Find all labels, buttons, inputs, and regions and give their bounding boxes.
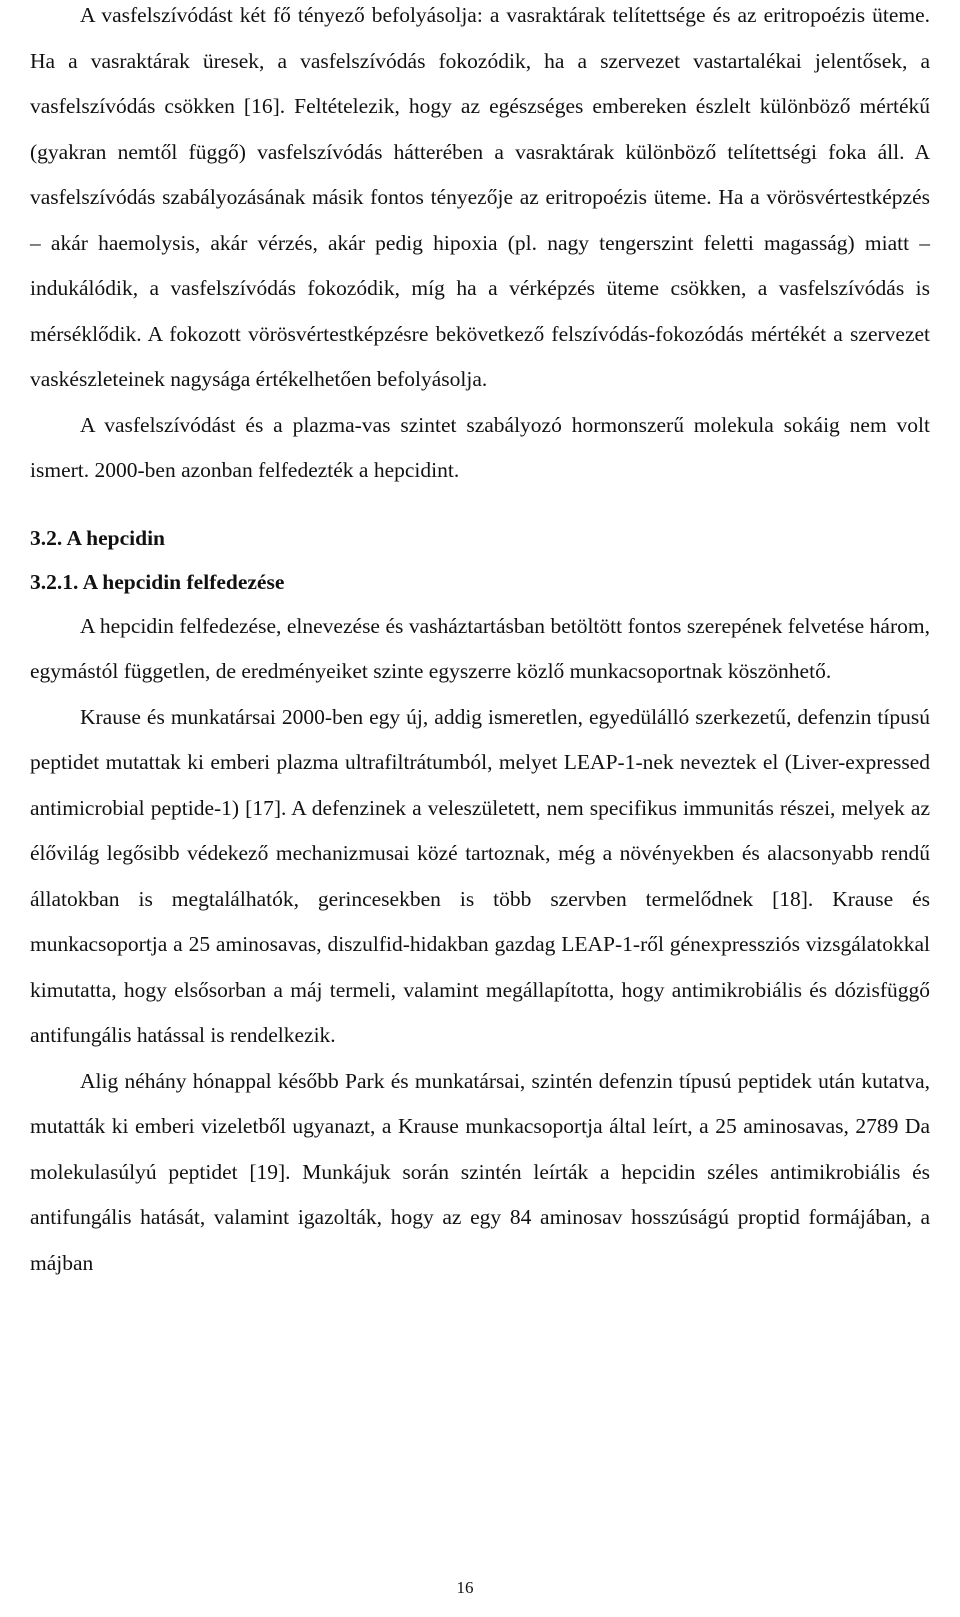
section-gap [30,494,930,516]
body-paragraph: A vasfelszívódást és a plazma-vas szintet szabályozó hormonszerű molekula sokáig nem volt ismert. 2000-ben azonban felfedezték a hepcidint. [30,412,930,482]
body-paragraph: Alig néhány hónappal később Park és munkatársai, szintén defenzin típusú peptidek után kutatva, mutatták ki emberi vizeletből ugyanazt, a Krause munkacsoportja által leírt, a 25 aminosavas, 2789 Da molekulasúlyú peptidet [19]. Munkájuk során szintén leírták a hepcidin széles antimikrobiális és antifungális hatását, valamint igazolták, hogy az egy 84 aminosav hosszúságú proptid formájában, a májban [30,1068,930,1275]
subsection-heading: 3.2.1. A hepcidin felfedezése [30,569,285,594]
document-page [30,0,930,1286]
body-paragraph: Krause és munkatársai 2000-ben egy új, addig ismeretlen, egyedülálló szerkezetű, defenzin típusú peptidet mutattak ki emberi plazma ultrafiltrátumból, melyet LEAP-1-nek neveztek el (Liver-expressed antimicrobial peptide-1) [17]. A defenzinek a veleszületett, nem specifikus immunitás részei, melyek az élővilág legősibb védekező mechanizmusai közé tartoznak, még a növényekben és alacsonyabb rendű állatokban is megtalálhatók, gerincesekben is több szervben termelődnek [18]. Krause és munkacsoportja a 25 aminosavas, diszulfid-hidakban gazdag LEAP-1-ről génexpressziós vizsgálatokkal kimutatta, hogy elsősorban a máj termeli, valamint megállapította, hogy antimikrobiális és dózisfüggő antifungális hatással is rendelkezik. [30,704,930,1047]
page-number: 16 [456,1578,474,1597]
section-heading: 3.2. A hepcidin [30,525,166,550]
body-paragraph: A hepcidin felfedezése, elnevezése és vasháztartásban betöltött fontos szerepének felvetése három, egymástól független, de eredményeiket szinte egyszerre közlő munkacsoportnak köszönhető. [30,613,930,683]
body-paragraph: A vasfelszívódást két fő tényező befolyásolja: a vasraktárak telítettsége és az eritropoézis üteme. Ha a vasraktárak üresek, a vasfelszívódás fokozódik, ha a szervezet vastartalékai jelentősek, a vasfelszívódás csökken [16]. Feltételezik, hogy az egészséges embereken észlelt különböző mértékű (gyakran nemtől függő) vasfelszívódás hátterében a vasraktárak különböző telítettségi foka áll. A vasfelszívódás szabályozásának másik fontos tényezője az eritropoézis üteme. Ha a vörösvértestképzés – akár haemolysis, akár vérzés, akár pedig hipoxia (pl. nagy tengerszint feletti magasság) miatt – indukálódik, a vasfelszívódás fokozódik, míg ha a vérképzés üteme csökken, a vasfelszívódás is mérséklődik. A fokozott vörösvértestképzésre bekövetkező felszívódás-fokozódás mértékét a szervezet vaskészleteinek nagysága értékelhetően befolyásolja. [30,3,930,391]
